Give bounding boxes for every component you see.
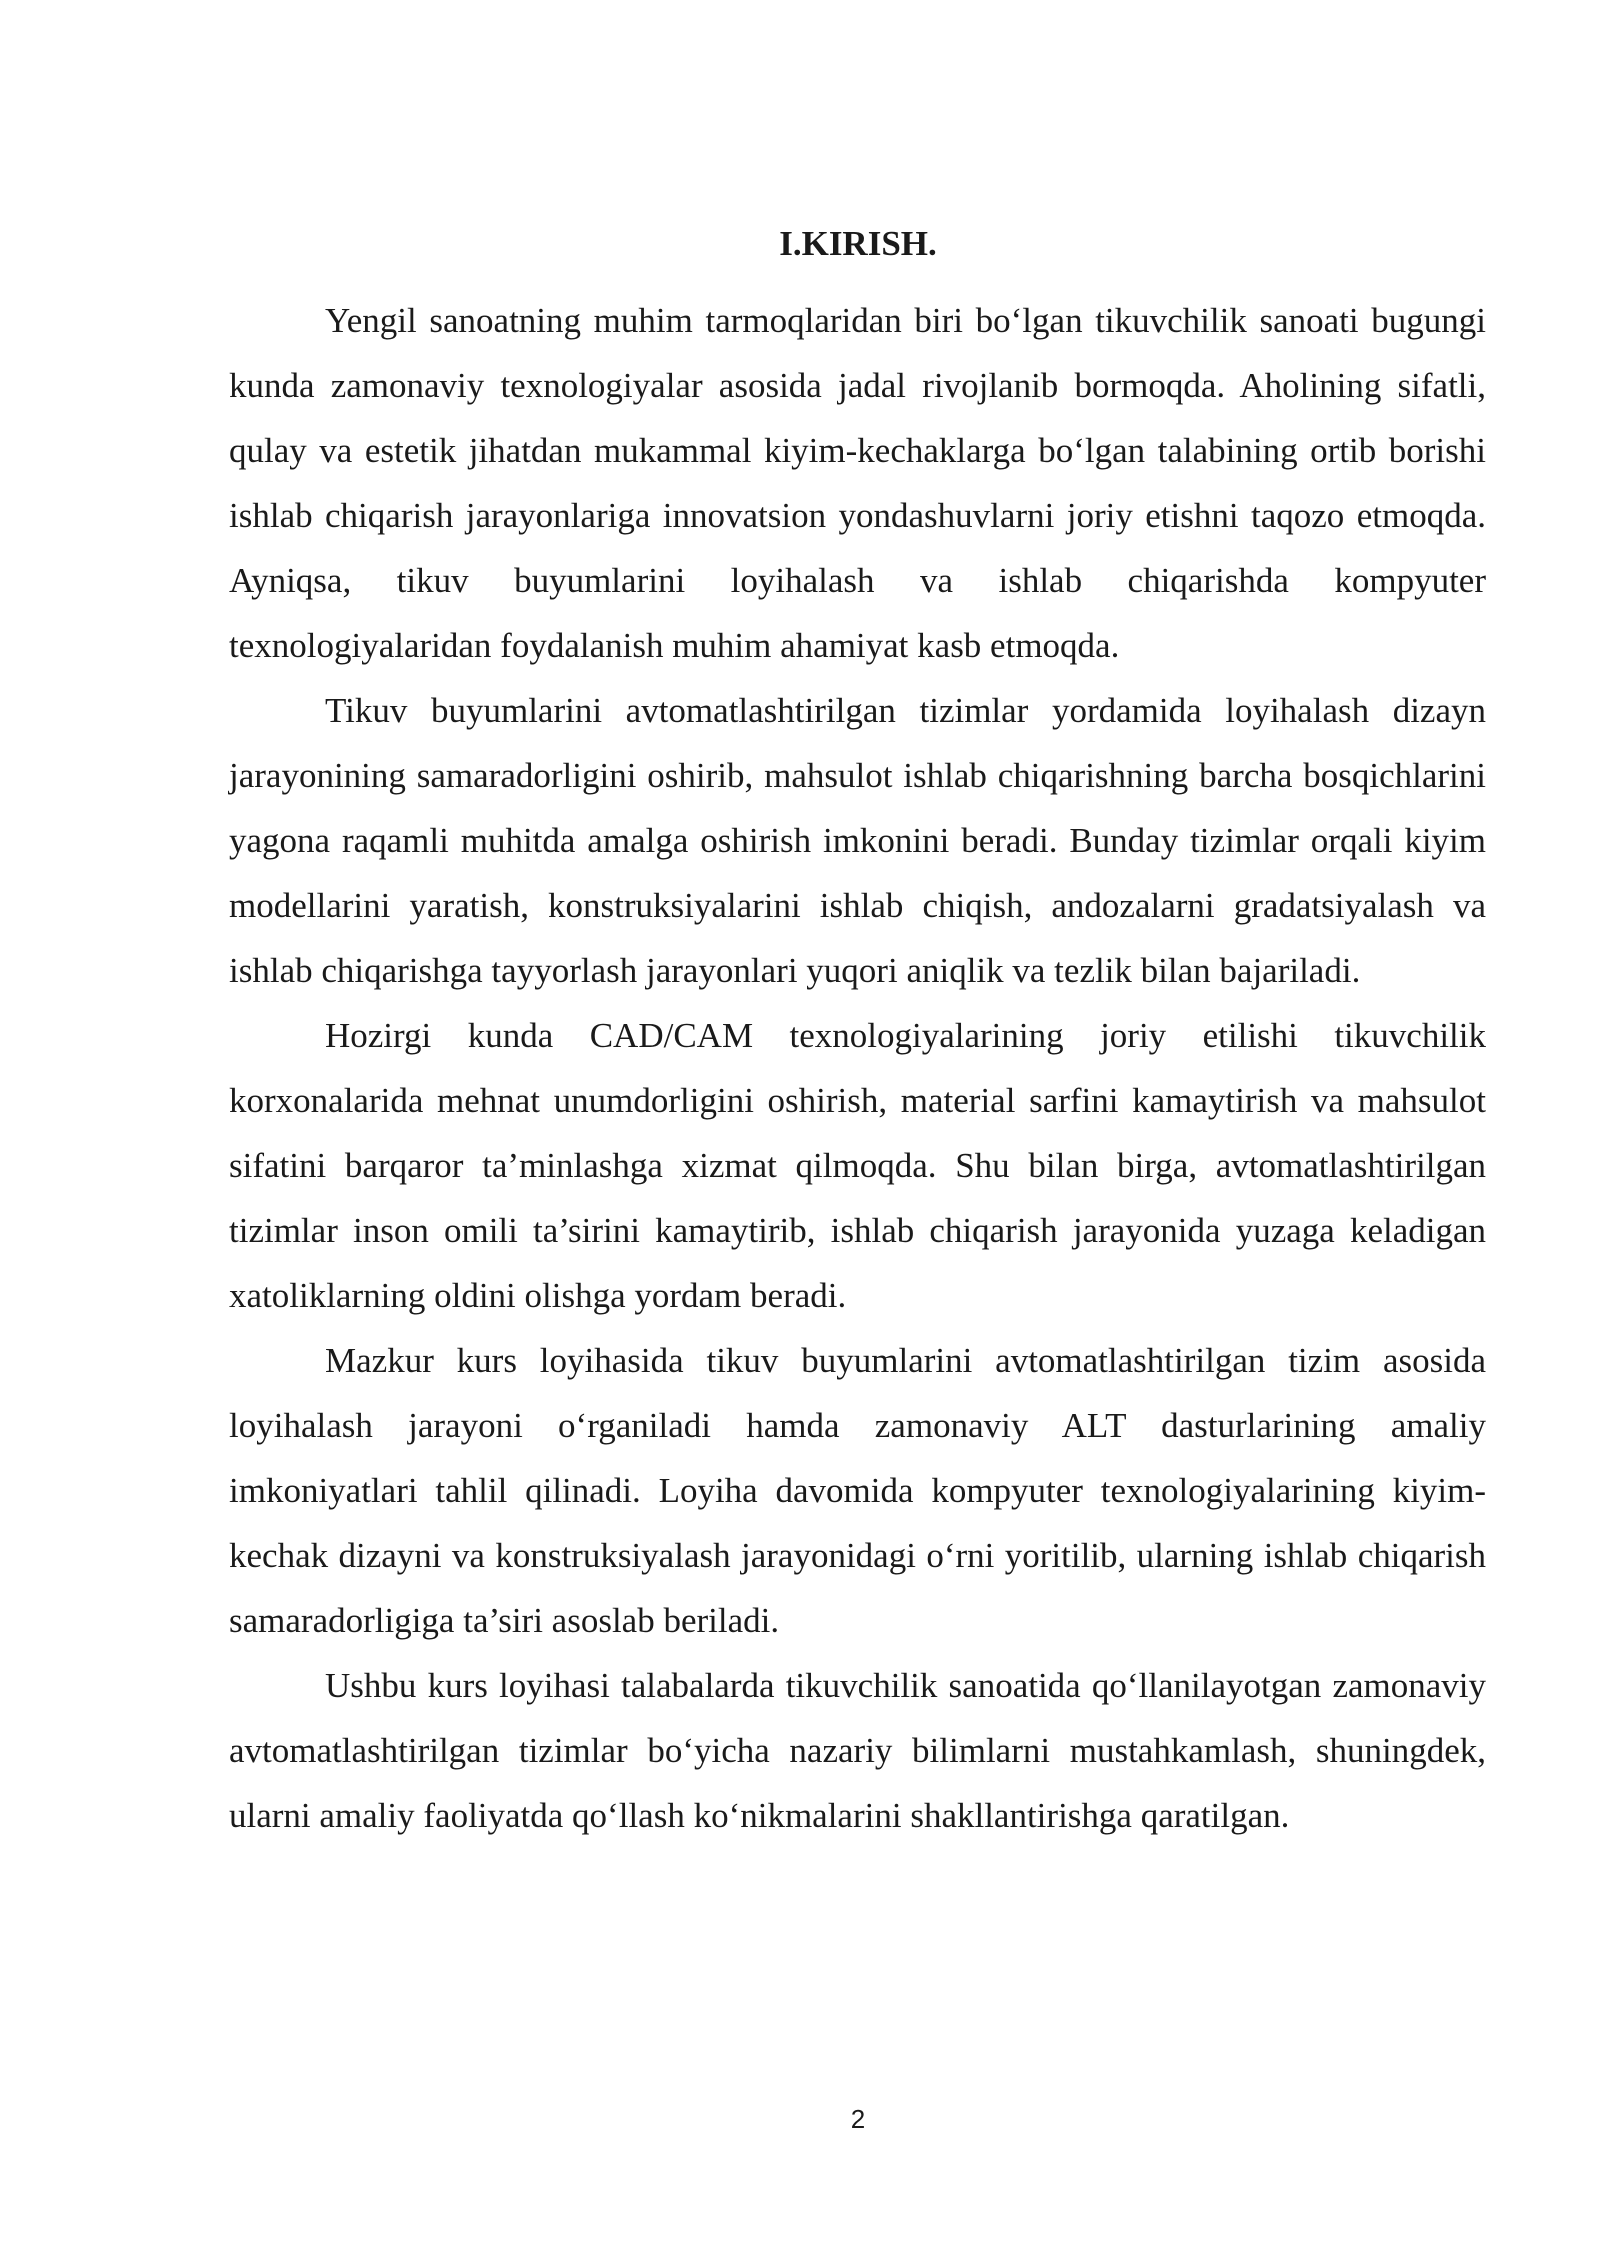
paragraph: Mazkur kurs loyihasida tikuv buyumlarini avtomatlashtirilgan tizim asosida loyihalash jarayoni o‘rganiladi hamda zamonaviy ALT dasturlarining amaliy imkoniyatlari tahlil qilinadi. Loyiha davomida kompyuter texnologiyalarining kiyim-kechak dizayni va konstruksiyalash jarayonidagi o‘rni yoritilib, ularning ishlab chiqarish samaradorligiga ta’siri asoslab beriladi. [229, 1341, 1486, 1640]
paragraph: Ushbu kurs loyihasi talabalarda tikuvchilik sanoatida qo‘llanilayotgan zamonaviy avtomatlashtirilgan tizimlar bo‘yicha nazariy bilimlarni mustahkamlash, shuningdek, ularni amaliy faoliyatda qo‘llash ko‘nikmalarini shakllantirishga qaratilgan. [229, 1666, 1486, 1835]
section-heading: I.KIRISH. [779, 224, 937, 263]
paragraph: Yengil sanoatning muhim tarmoqlaridan biri bo‘lgan tikuvchilik sanoati bugungi kunda zamonaviy texnologiyalar asosida jadal rivojlanib bormoqda. Aholining sifatli, qulay va estetik jihatdan mukammal kiyim-kechaklarga bo‘lgan talabining ortib borishi ishlab chiqarish jarayonlariga innovatsion yondashuvlarni joriy etishni taqozo etmoqda. Ayniqsa, tikuv buyumlarini loyihalash va ishlab chiqarishda kompyuter texnologiyalaridan foydalanish muhim ahamiyat kasb etmoqda. [229, 301, 1486, 665]
paragraph: Tikuv buyumlarini avtomatlashtirilgan tizimlar yordamida loyihalash dizayn jarayonining samaradorligini oshirib, mahsulot ishlab chiqarishning barcha bosqichlarini yagona raqamli muhitda amalga oshirish imkonini beradi. Bunday tizimlar orqali kiyim modellarini yaratish, konstruksiyalarini ishlab chiqish, andozalarni gradatsiyalash va ishlab chiqarishga tayyorlash jarayonlari yuqori aniqlik va tezlik bilan bajariladi. [229, 691, 1486, 990]
body-text [229, 288, 1486, 1848]
paragraph: Hozirgi kunda CAD/CAM texnologiyalarining joriy etilishi tikuvchilik korxonalarida mehnat unumdorligini oshirish, material sarfini kamaytirish va mahsulot sifatini barqaror ta’minlashga xizmat qilmoqda. Shu bilan birga, avtomatlashtirilgan tizimlar inson omili ta’sirini kamaytirib, ishlab chiqarish jarayonida yuzaga keladigan xatoliklarning oldini olishga yordam beradi. [229, 1016, 1486, 1315]
page-number: 2 [850, 2104, 866, 2134]
